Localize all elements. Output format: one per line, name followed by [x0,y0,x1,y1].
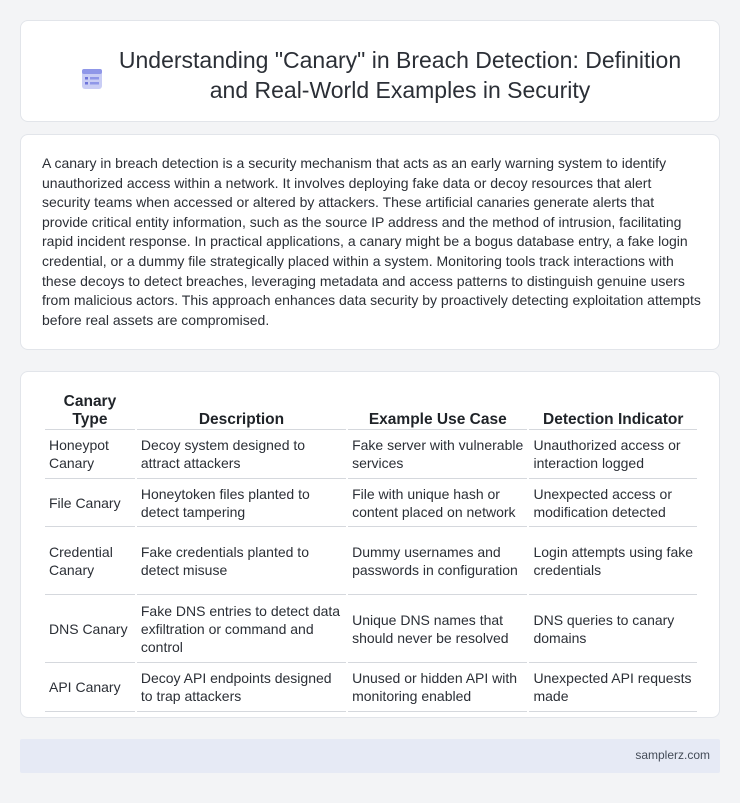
table-cell: Unexpected API requests made [529,663,697,712]
table-row [45,595,697,663]
table-cell: Fake DNS entries to detect data exfiltration or command and control [137,595,346,663]
table-row [45,479,697,527]
table-cell: Unauthorized access or interaction logged [529,430,697,479]
table-cell: Honeytoken files planted to detect tampering [137,479,346,527]
table-card [20,371,720,718]
table-row [45,663,697,712]
table-cell: Credential Canary [45,527,135,595]
table-cell: Decoy API endpoints designed to trap attackers [137,663,346,712]
table-row [45,430,697,479]
canary-types-table [43,393,699,712]
table-cell: DNS Canary [45,595,135,663]
table-cell: Decoy system designed to attract attackers [137,430,346,479]
table-cell: DNS queries to canary domains [529,595,697,663]
intro-paragraph: A canary in breach detection is a security mechanism that acts as an early warning system to identify unauthorized access within a network. It involves deploying fake data or decoy resources that alert security teams when accessed or altered by attackers. These artificial canaries generate alerts that provide critical entity information, such as the source IP address and the method of intrusion, facilitating rapid incident response. In practical applications, a canary might be a bogus database entry, a fake login credential, or a dummy file strategically placed within a system. Monitoring tools track interactions with these decoys to detect breaches, leveraging metadata and access patterns to distinguish genuine users from malicious actors. This approach enhances data security by proactively detecting exploitation attempts before real assets are compromised. [42,155,701,328]
table-cell: API Canary [45,663,135,712]
table-row [45,527,697,595]
intro-card [20,134,720,350]
column-header: Canary Type [45,393,135,430]
footer-site-link[interactable]: samplerz.com [635,748,710,762]
footer-bar [20,739,720,773]
column-header: Example Use Case [348,393,527,430]
table-cell: Fake server with vulnerable services [348,430,527,479]
table-cell: Unique DNS names that should never be resolved [348,595,527,663]
document-list-icon [81,68,103,90]
title-card [20,20,720,122]
table-cell: File with unique hash or content placed on network [348,479,527,527]
table-cell: Unused or hidden API with monitoring enabled [348,663,527,712]
column-header: Description [137,393,346,430]
column-header: Detection Indicator [529,393,697,430]
table-header-row [45,393,697,430]
table-cell: File Canary [45,479,135,527]
table-cell: Unexpected access or modification detected [529,479,697,527]
table-cell: Dummy usernames and passwords in configuration [348,527,527,595]
table-cell: Login attempts using fake credentials [529,527,697,595]
page-title: Understanding "Canary" in Breach Detection: Definition and Real-World Examples in Security [118,47,682,103]
table-cell: Honeypot Canary [45,430,135,479]
table-cell: Fake credentials planted to detect misuse [137,527,346,595]
